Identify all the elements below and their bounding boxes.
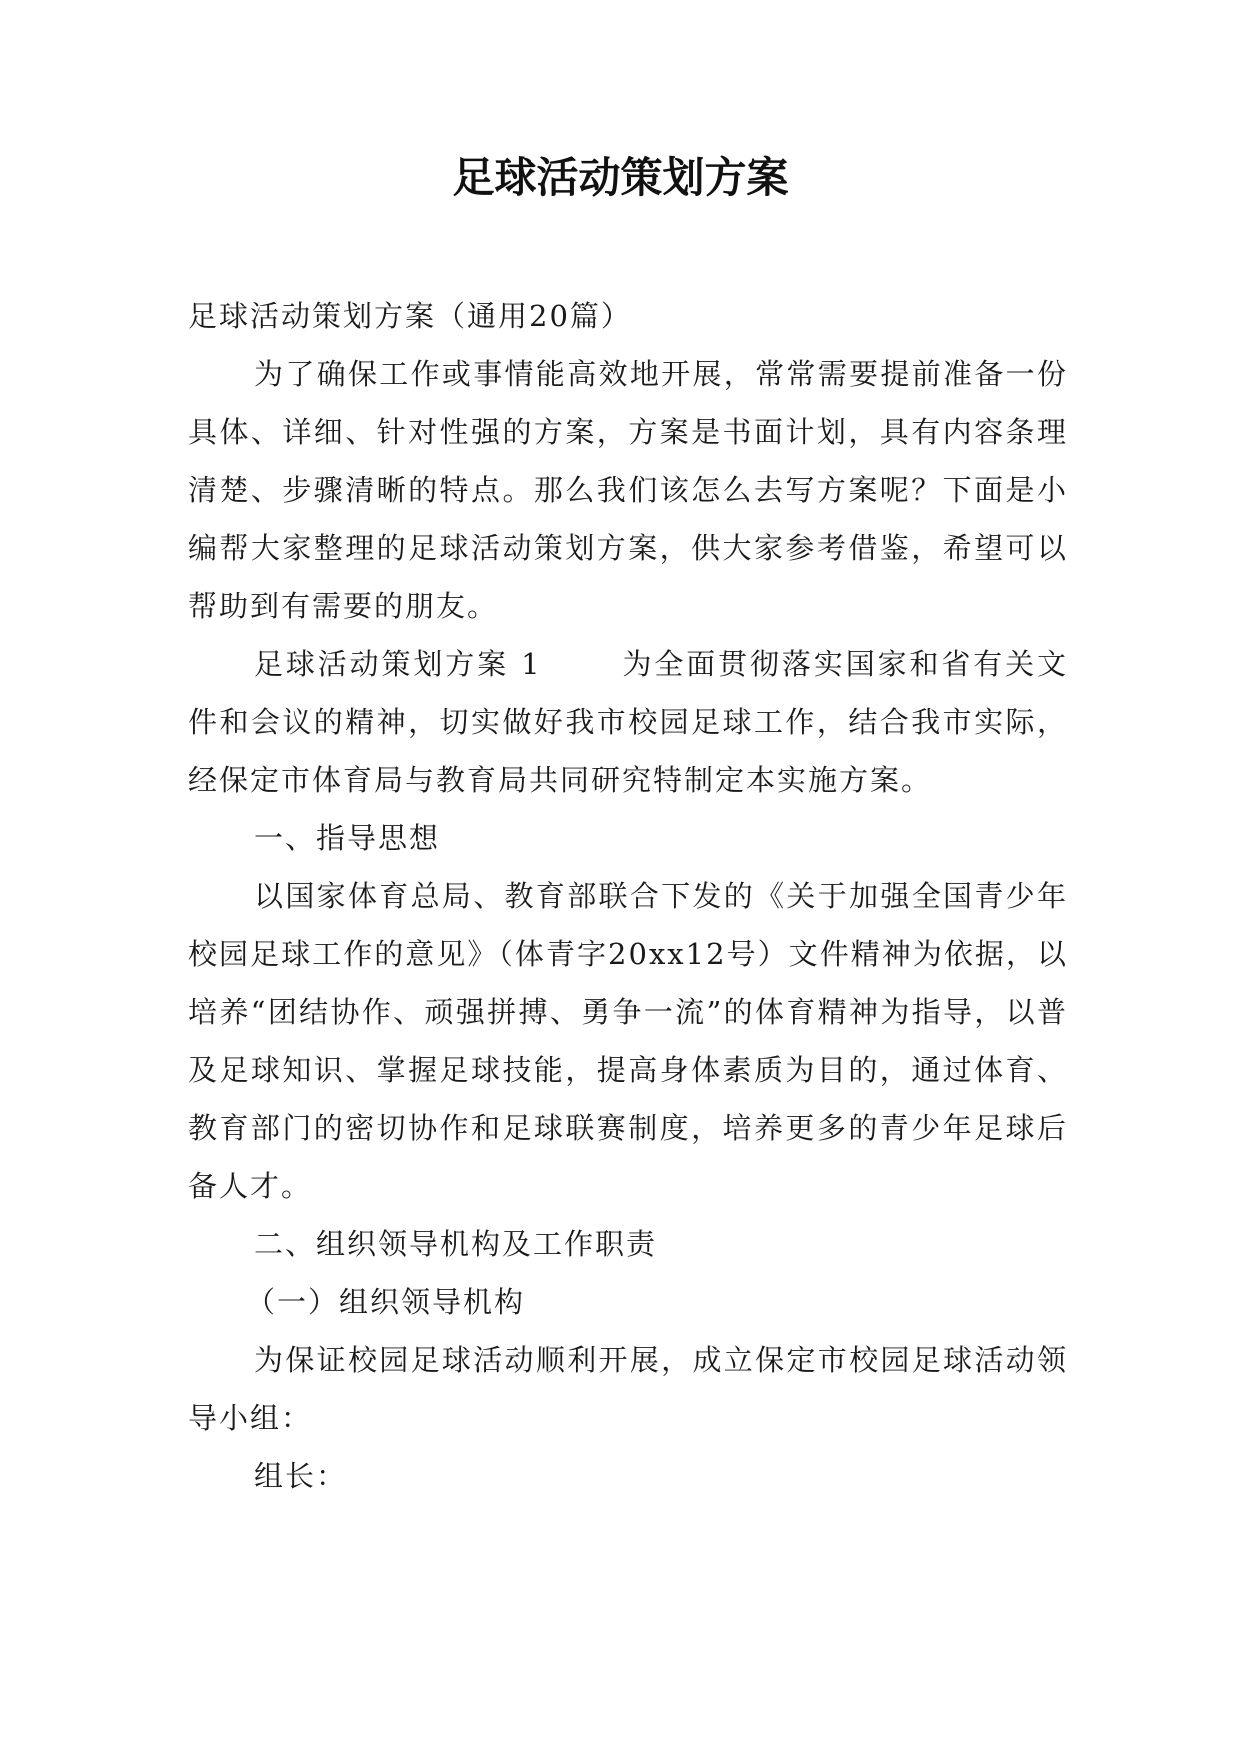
heading-guiding-ideology: 一、指导思想 (254, 821, 441, 855)
section-1-heading: 足球活动策划方案 1 (254, 647, 542, 681)
document-body (188, 287, 1068, 1505)
subtitle-paragraph: 足球活动策划方案（通用20篇） (188, 299, 632, 333)
intro-paragraph: 为了确保工作或事情能高效地开展，常常需要提前准备一份具体、详细、针对性强的方案，方案是书面计划，具有内容条理清楚、步骤清晰的特点。那么我们该怎么去写方案呢？下面是小编帮大家整理的足球活动策划方案，供大家参考借鉴，希望可以帮助到有需要的朋友。 (188, 357, 1068, 623)
heading-organization: 二、组织领导机构及工作职责 (254, 1227, 658, 1261)
section-1-text: 为全面贯彻落实国家和省有关文件和会议的精神，切实做好我市校园足球工作，结合我市实际，经保定市体育局与教育局共同研究特制定本实施方案。 (188, 647, 1068, 797)
section-1-paragraph (188, 635, 1068, 809)
subheading-leadership: （一）组织领导机构 (246, 1285, 526, 1319)
guiding-ideology-paragraph: 以国家体育总局、教育部联合下发的《关于加强全国青少年校园足球工作的意见》（体青字20xx12号）文件精神为依据，以培养“团结协作、顽强拼搏、勇争一流”的体育精神为指导，以普及足球知识、掌握足球技能，提高身体素质为目的，通过体育、教育部门的密切协作和足球联赛制度，培养更多的青少年足球后备人才。 (188, 879, 1068, 1203)
document-title: 足球活动策划方案 (452, 153, 789, 202)
group-leader-line: 组长： (254, 1459, 348, 1493)
leadership-paragraph: 为保证校园足球活动顺利开展，成立保定市校园足球活动领导小组： (188, 1343, 1068, 1435)
